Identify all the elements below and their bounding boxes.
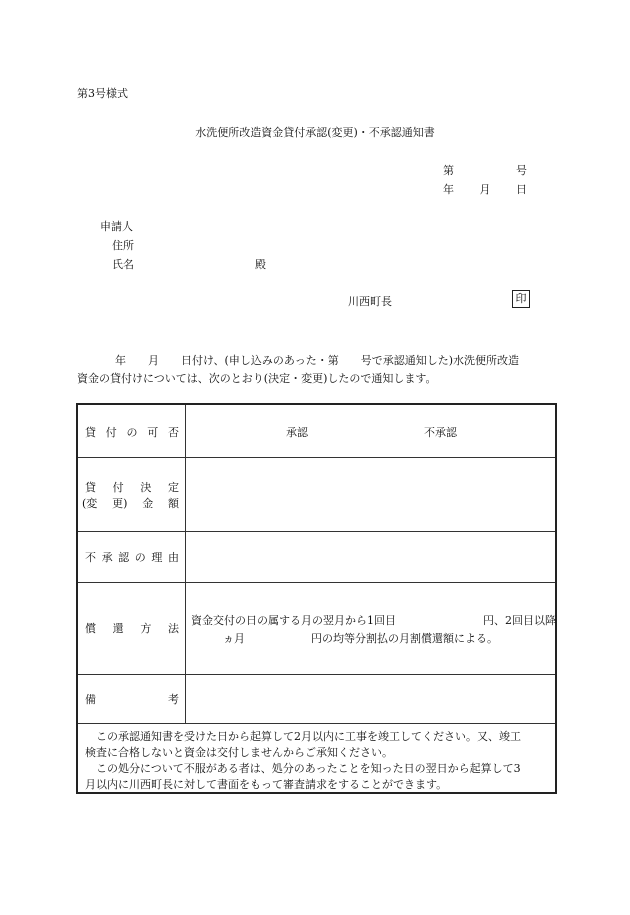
- notice-line-1: この承認通知書を受けた日から起算して2月以内に工事を竣工してください。又、竣工: [85, 730, 521, 743]
- table-row-repayment: [78, 582, 555, 675]
- document-date-line: [443, 181, 527, 197]
- number-prefix: 第: [443, 164, 454, 177]
- date-year: 年: [443, 183, 454, 196]
- issuer-name: 川西町長: [348, 295, 392, 308]
- label-char: 法: [167, 622, 179, 635]
- notice-line-4: 月以内に川西町長に対して書面をもって審査請求をすることができます。: [85, 778, 448, 791]
- label-char: 額: [167, 497, 179, 510]
- reason-label: [78, 531, 186, 582]
- label-char: 還: [112, 622, 124, 635]
- label-char: 理: [151, 551, 163, 564]
- form-number-label: 第3号様式: [77, 87, 128, 100]
- repayment-label: [78, 582, 186, 674]
- seal-mark: 印: [512, 290, 530, 308]
- label-char: 償: [85, 622, 96, 635]
- label-char: 貸: [85, 481, 96, 494]
- label-char: 由: [167, 551, 179, 564]
- date-day: 日: [516, 183, 527, 196]
- notice-text-block: [78, 723, 555, 792]
- applicant-label: 申請人: [100, 220, 133, 233]
- label-char: 貸: [85, 426, 96, 439]
- remarks-field[interactable]: [186, 674, 555, 723]
- repayment-content: [186, 582, 555, 674]
- label-char: 認: [118, 551, 130, 564]
- body-text-line-1: 年 月 日付け、(申し込みのあった・第 号で承認通知した)水洗便所改造: [115, 354, 520, 367]
- label-char: 備: [85, 693, 96, 706]
- approval-label: [78, 405, 186, 457]
- label-char: 可: [147, 426, 159, 439]
- label-char: 方: [140, 622, 152, 635]
- number-suffix: 号: [516, 164, 527, 177]
- label-char: の: [134, 551, 146, 564]
- table-row-amount: [78, 457, 555, 532]
- approval-content: [186, 405, 555, 457]
- table-row-remarks: [78, 674, 555, 724]
- label-char: 付: [112, 481, 124, 494]
- table-row-approval: [78, 405, 555, 458]
- notice-line-3: この処分について不服がある者は、処分のあったことを知った日の翌日から起算して3: [85, 762, 521, 775]
- remarks-label: [78, 674, 186, 723]
- document-number-line: [443, 162, 527, 178]
- label-char: 更): [112, 497, 128, 510]
- name-label: 氏名: [112, 258, 134, 271]
- label-char: 定: [167, 481, 179, 494]
- repayment-months-unit: ヵ月: [223, 632, 245, 645]
- amount-label: [78, 457, 186, 531]
- label-char: 考: [168, 693, 179, 706]
- label-char: 不: [85, 551, 96, 564]
- label-char: 付: [105, 426, 117, 439]
- notice-line-2: 検査に合格しないと資金は交付しませんからご承知ください。: [85, 746, 393, 759]
- label-char: 金: [142, 497, 154, 510]
- address-label: 住所: [112, 239, 134, 252]
- table-row-reason: [78, 531, 555, 583]
- honorific: 殿: [255, 258, 266, 271]
- approval-option-yes: 承認: [286, 426, 308, 439]
- repayment-method-text: 円の均等分割払の月割償還額による。: [311, 632, 498, 645]
- label-char: 決: [140, 481, 152, 494]
- label-char: (変: [82, 497, 98, 510]
- notice-table: [76, 403, 557, 794]
- label-char: の: [126, 426, 138, 439]
- amount-field[interactable]: [186, 457, 555, 531]
- repayment-first-text: 資金交付の日の属する月の翌月から1回目: [191, 614, 396, 627]
- repayment-later-text: 円、2回目以降: [483, 614, 556, 627]
- label-char: 承: [101, 551, 113, 564]
- body-text-line-2: 資金の貸付けについては、次のとおり(決定・変更)したので通知します。: [77, 372, 437, 385]
- document-title: 水洗便所改造資金貸付承認(変更)・不承認通知書: [195, 126, 435, 139]
- label-char: 否: [168, 426, 179, 439]
- date-month: 月: [479, 183, 491, 196]
- approval-option-no: 不承認: [424, 426, 457, 439]
- reason-field[interactable]: [186, 531, 555, 582]
